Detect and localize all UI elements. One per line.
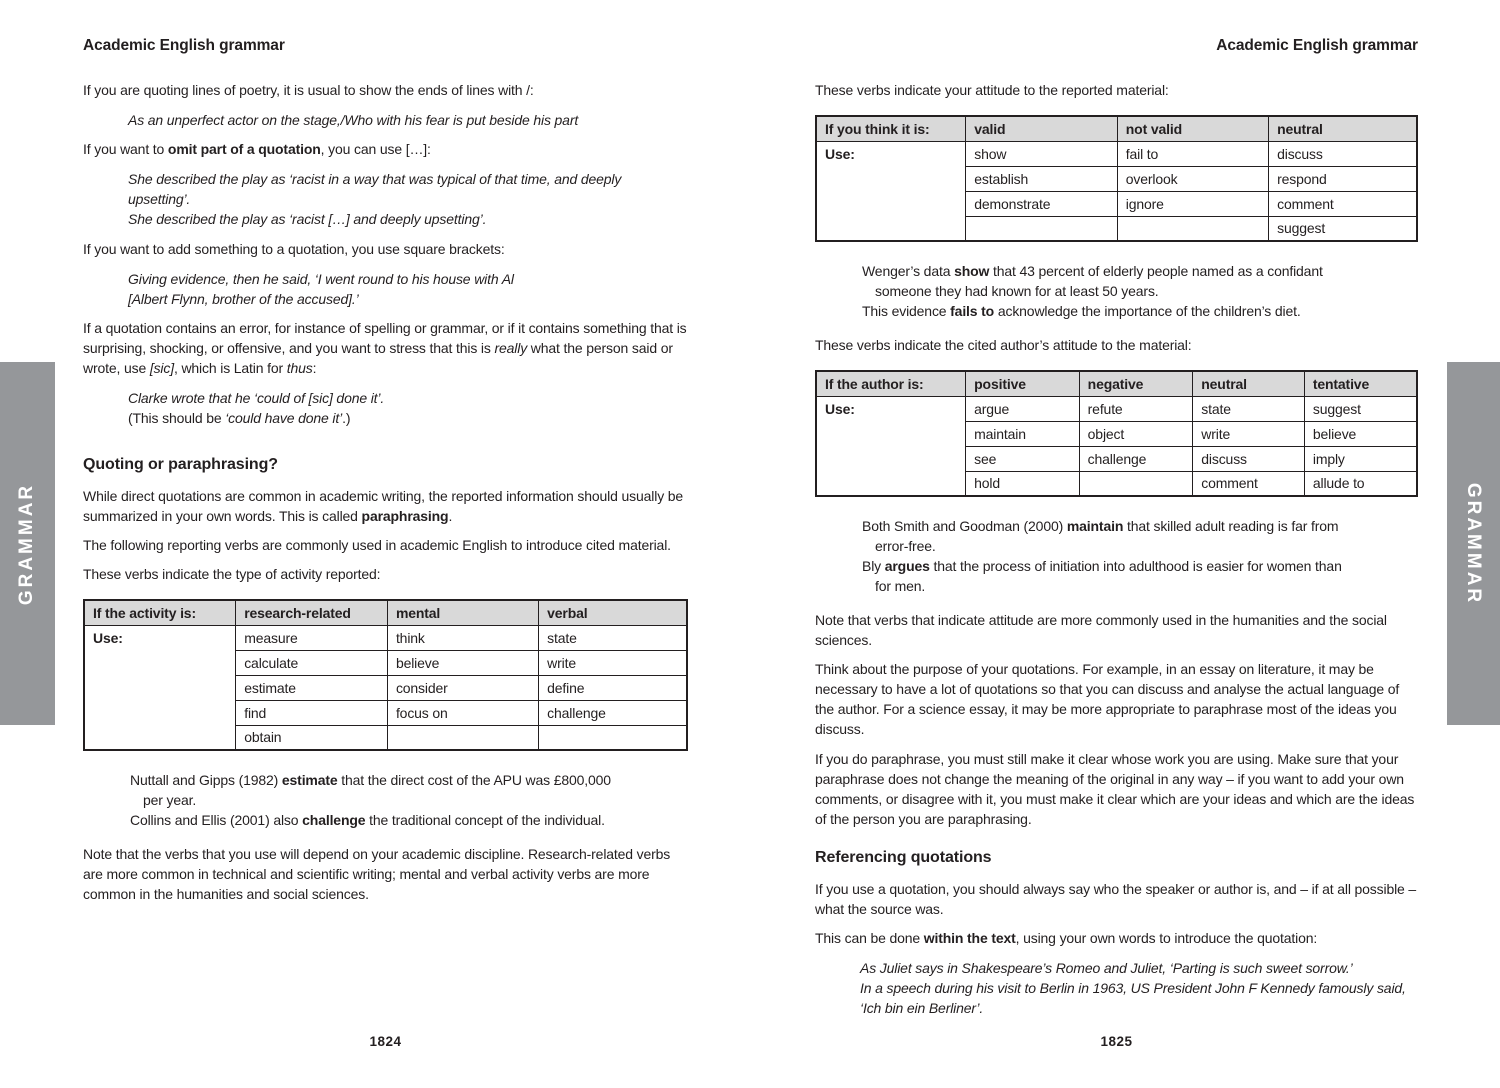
table-cell: ignore [1117, 191, 1268, 216]
example-sic [128, 388, 688, 428]
text-segment: thus [286, 360, 313, 376]
example-line [130, 770, 688, 790]
p-while-direct [83, 486, 688, 526]
text-segment: This can be done [815, 930, 924, 946]
text-segment: : [312, 360, 317, 376]
example-line: someone they had known for at least 50 years. [875, 283, 1159, 299]
text-segment: Bly [862, 558, 885, 574]
text-segment: While direct quotations are common in academic writing, the reported information should usually be summarized in your own words. This is called [83, 488, 684, 524]
text-segment: within the text [923, 930, 1016, 946]
text-segment: that skilled adult reading is far from [1123, 518, 1339, 534]
right-page [815, 0, 1418, 1088]
text-segment: This evidence [862, 303, 951, 319]
table-row [816, 396, 1417, 421]
text-segment: show [954, 263, 990, 279]
p-sic [83, 318, 688, 378]
example-omit [128, 169, 688, 229]
table-cell: believe [1304, 421, 1417, 446]
example-line [128, 408, 688, 428]
text-segment: that the process of initiation into adulthood is easier for women than [929, 558, 1342, 574]
author-attitude-table [815, 370, 1418, 497]
table-header-row [816, 371, 1417, 396]
text-segment: Collins and Ellis (2001) also [130, 812, 303, 828]
table-cell [1117, 216, 1268, 241]
p-within-text [815, 928, 1418, 948]
activity-verbs-table [83, 599, 688, 751]
p-omit-quotation [83, 139, 688, 159]
table-use-cell: Use: [84, 625, 236, 750]
text-segment: what the person said or wrote, use [83, 340, 673, 376]
grammar-tab-right-label: GRAMMAR [1463, 482, 1485, 605]
table-cell: measure [236, 625, 388, 650]
text-segment: (This should be [128, 410, 226, 426]
table-cell: comment [1193, 471, 1305, 496]
table-cell: respond [1269, 166, 1417, 191]
table-cell: overlook [1117, 166, 1268, 191]
example-line: [Albert Flynn, brother of the accused].’ [128, 291, 359, 307]
text-segment: If you want to [83, 141, 168, 157]
example-line [862, 301, 1418, 321]
text-segment: challenge [302, 812, 366, 828]
table-row [816, 141, 1417, 166]
table-cell: write [539, 650, 687, 675]
table-cell: maintain [966, 421, 1080, 446]
grammar-tab-left-label: GRAMMAR [16, 482, 38, 605]
running-head-right: Academic English grammar [1216, 37, 1418, 54]
text-segment: that the direct cost of the APU was £800,000 [337, 772, 611, 788]
example-line: As an unperfect actor on the stage,/Who with his fear is put beside his part [128, 112, 579, 128]
example-line: for men. [875, 578, 926, 594]
example-line [862, 261, 1418, 281]
table-cell: obtain [236, 725, 388, 750]
table-cell: challenge [539, 700, 687, 725]
text-segment: , which is Latin for [173, 360, 287, 376]
table-header-cell: neutral [1269, 116, 1417, 141]
example-line: She described the play as ‘racist in a way that was typical of that time, and deeply [128, 171, 622, 187]
table-cell: discuss [1269, 141, 1417, 166]
table-header-cell: valid [966, 116, 1118, 141]
p-add-quotation: If you want to add something to a quotation, you use square brackets: [83, 241, 505, 257]
text-segment: that 43 percent of elderly people named as a confidant [989, 263, 1323, 279]
heading-referencing-quotations: Referencing quotations [815, 849, 992, 866]
table-header-cell: If the author is: [816, 371, 966, 396]
example-line: error-free. [875, 538, 936, 554]
example-line: per year. [143, 792, 197, 808]
example-attitude [862, 261, 1418, 321]
example-referencing [860, 958, 1418, 1018]
table-cell: object [1079, 421, 1193, 446]
table-cell [966, 216, 1118, 241]
table-cell: consider [387, 675, 538, 700]
grammar-tab-left [0, 362, 55, 725]
table-cell: challenge [1079, 446, 1193, 471]
example-line: In a speech during his visit to Berlin in 1963, US President John F Kennedy famously said, [860, 980, 1406, 996]
heading-quoting-or-paraphrasing: Quoting or paraphrasing? [83, 456, 278, 473]
text-segment: fails to [950, 303, 995, 319]
example-line: upsetting’. [128, 191, 191, 207]
table-cell: believe [387, 650, 538, 675]
table-header-row [816, 116, 1417, 141]
table-header-cell: neutral [1193, 371, 1305, 396]
p-these-activity: These verbs indicate the type of activity reported: [83, 566, 381, 582]
left-page [83, 0, 688, 1088]
example-line: She described the play as ‘racist […] and deeply upsetting’. [128, 211, 487, 227]
example-line: As Juliet says in Shakespeare’s Romeo and Juliet, ‘Parting is such sweet sorrow.’ [860, 960, 1353, 976]
table-cell: think [387, 625, 538, 650]
grammar-tab-right [1447, 362, 1500, 725]
example-line [862, 556, 1418, 576]
running-head-left: Academic English grammar [83, 37, 285, 54]
table-use-cell: Use: [816, 396, 966, 496]
p-note-discipline: Note that the verbs that you use will depend on your academic discipline. Research-related verbs are more common in technical and scientific writing; mental and verbal activity verbs are more common in the humanities and social sciences. [83, 846, 671, 902]
p-use-quotation: If you use a quotation, you should always say who the speaker or author is, and – if at all possible – what the source was. [815, 881, 1417, 917]
text-segment: Nuttall and Gipps (1982) [130, 772, 282, 788]
p-following-verbs: The following reporting verbs are commonly used in academic English to introduce cited material. [83, 537, 671, 553]
example-line: Giving evidence, then he said, ‘I went round to his house with Al [128, 271, 514, 287]
table-cell: hold [966, 471, 1080, 496]
example-line [130, 810, 688, 830]
example-author [862, 516, 1418, 596]
table-header-cell: negative [1079, 371, 1193, 396]
p-attitude-reported: These verbs indicate your attitude to the reported material: [815, 82, 1169, 98]
table-cell: allude to [1304, 471, 1417, 496]
text-segment: really [494, 340, 528, 356]
example-line: Clarke wrote that he ‘could of [sic] done it’. [128, 390, 385, 406]
table-row [84, 625, 687, 650]
text-segment: , using your own words to introduce the quotation: [1015, 930, 1318, 946]
table-cell: argue [966, 396, 1080, 421]
p-quoting-poetry: If you are quoting lines of poetry, it is usual to show the ends of lines with /: [83, 82, 534, 98]
table-cell: state [539, 625, 687, 650]
table-cell: define [539, 675, 687, 700]
page-number-right: 1825 [1100, 1034, 1133, 1049]
text-segment: If a quotation contains an error, for instance of spelling or grammar, or if it contains something that is surprising, shocking, or offensive, and you want to stress that this is [83, 320, 687, 356]
table-cell: see [966, 446, 1080, 471]
text-segment: the traditional concept of the individual. [365, 812, 605, 828]
p-think-purpose: Think about the purpose of your quotations. For example, in an essay on literature, it may be necessary to have a lot of quotations so that you can discuss and analyse the actual language of the author. For a science essay, it may be more appropriate to paraphrase most of the ideas you discuss. [815, 661, 1400, 737]
text-segment: paraphrasing [361, 508, 449, 524]
table-cell: estimate [236, 675, 388, 700]
table-header-cell: mental [387, 600, 538, 625]
table-cell: state [1193, 396, 1305, 421]
table-header-cell: verbal [539, 600, 687, 625]
text-segment: . [448, 508, 453, 524]
table-cell: show [966, 141, 1118, 166]
text-segment: acknowledge the importance of the children’s diet. [994, 303, 1301, 319]
table-cell: establish [966, 166, 1118, 191]
table-use-cell: Use: [816, 141, 966, 241]
p-note-attitude: Note that verbs that indicate attitude are more commonly used in the humanities and the social sciences. [815, 612, 1387, 648]
table-cell: comment [1269, 191, 1417, 216]
table-cell: fail to [1117, 141, 1268, 166]
table-cell: find [236, 700, 388, 725]
table-header-cell: If you think it is: [816, 116, 966, 141]
text-segment: argues [884, 558, 930, 574]
example-poetry [128, 110, 688, 130]
example-activity [130, 770, 688, 830]
table-header-cell: positive [966, 371, 1080, 396]
table-cell [539, 725, 687, 750]
text-segment: estimate [281, 772, 338, 788]
p-author-attitude: These verbs indicate the cited author’s attitude to the material: [815, 337, 1192, 353]
text-segment: ‘could have done it’ [225, 410, 343, 426]
table-header-cell: research-related [236, 600, 388, 625]
text-segment: .) [342, 410, 351, 426]
attitude-verbs-table [815, 115, 1418, 242]
table-header-row [84, 600, 687, 625]
table-cell: refute [1079, 396, 1193, 421]
text-segment: maintain [1066, 518, 1124, 534]
table-header-cell: If the activity is: [84, 600, 236, 625]
text-segment: , you can use […]: [320, 141, 431, 157]
table-cell: calculate [236, 650, 388, 675]
text-segment: [sic] [149, 360, 174, 376]
text-segment: omit part of a quotation [167, 141, 321, 157]
table-cell: demonstrate [966, 191, 1118, 216]
table-cell [387, 725, 538, 750]
table-cell: focus on [387, 700, 538, 725]
p-do-paraphrase: If you do paraphrase, you must still make it clear whose work you are using. Make sure that your paraphrase does not change the meaning of the original in any way – if you want to add your own comments, or disagree with it, you must make it clear which are your ideas and which are the ideas of the person you are paraphrasing. [815, 751, 1415, 827]
table-cell [1079, 471, 1193, 496]
table-cell: write [1193, 421, 1305, 446]
table-cell: suggest [1269, 216, 1417, 241]
example-line [862, 516, 1418, 536]
example-line: ‘Ich bin ein Berliner’. [860, 1000, 984, 1016]
page-number-left: 1824 [369, 1034, 402, 1049]
text-segment: Wenger’s data [862, 263, 955, 279]
example-add [128, 269, 688, 309]
table-header-cell: tentative [1304, 371, 1417, 396]
table-cell: suggest [1304, 396, 1417, 421]
table-cell: discuss [1193, 446, 1305, 471]
table-header-cell: not valid [1117, 116, 1268, 141]
text-segment: Both Smith and Goodman (2000) [862, 518, 1067, 534]
table-cell: imply [1304, 446, 1417, 471]
